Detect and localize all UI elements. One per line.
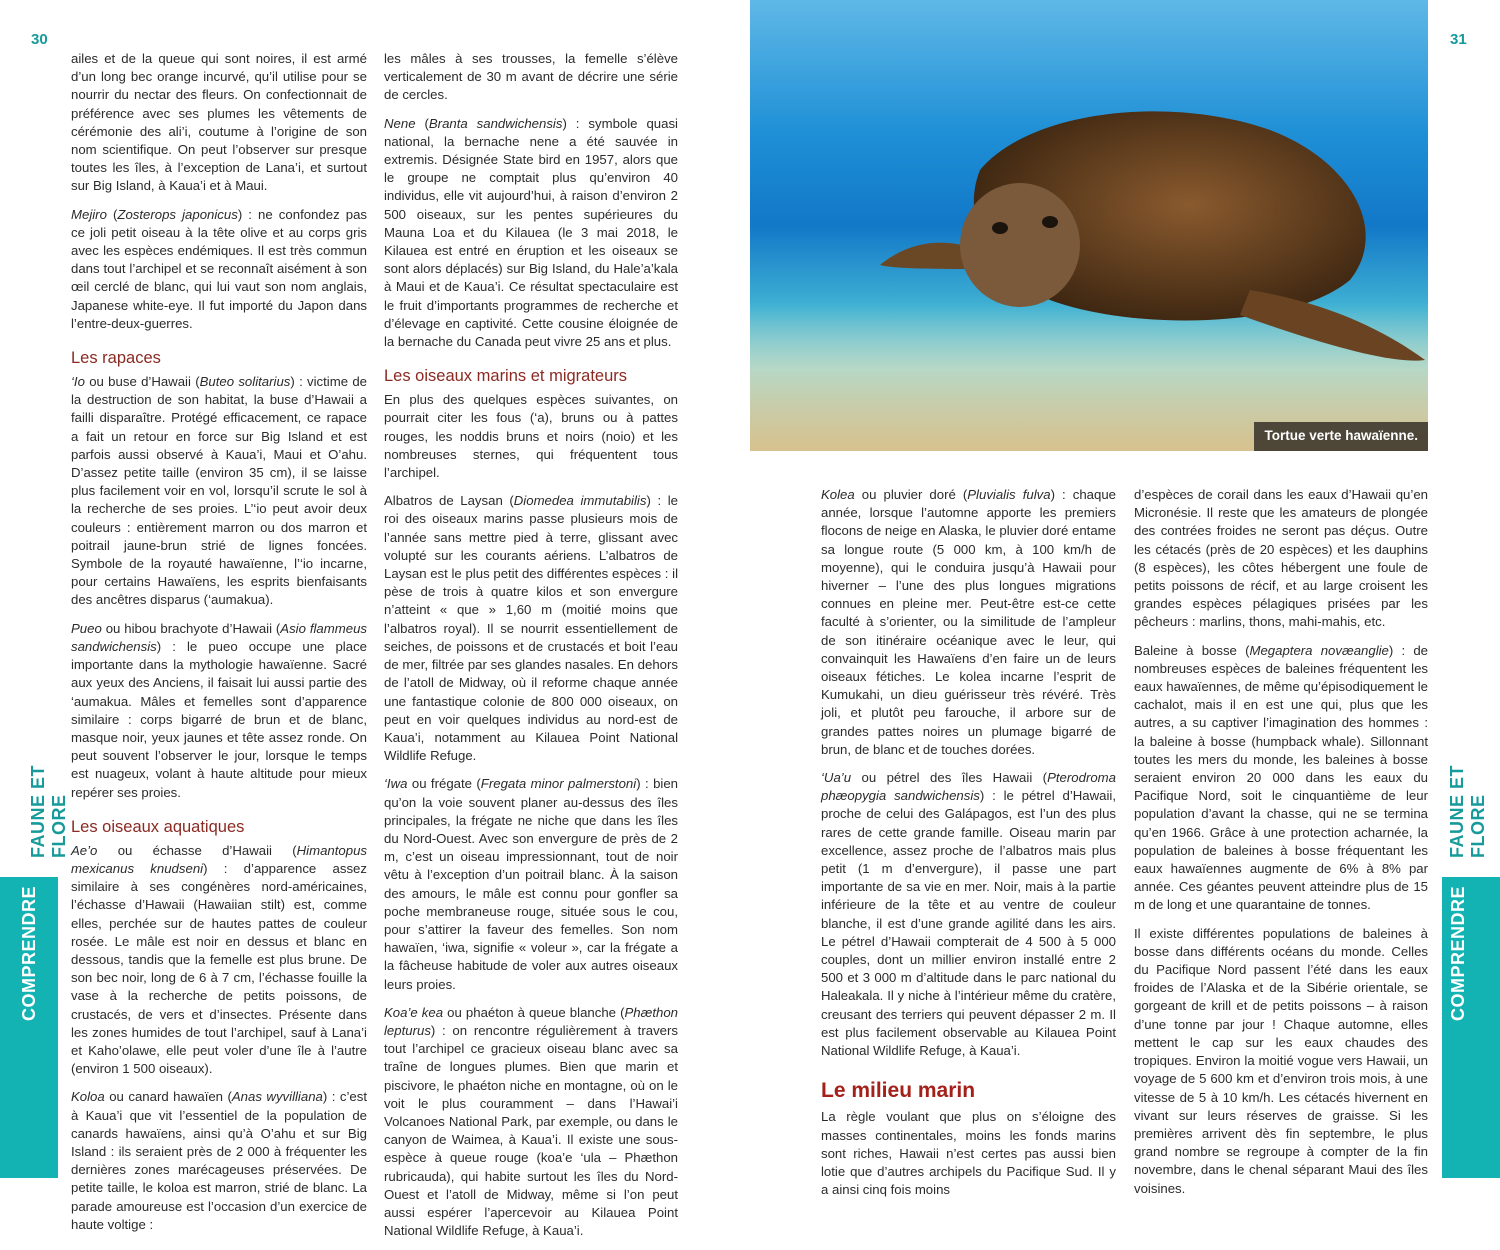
paragraph-text: ) : le roi des oiseaux marins passe plusieurs mois de l’année sans mettre pied à terre, glissant avec volupté sur les courants aériens. L’albatros de Laysan est le plus petit des différentes espèces : il pèse de trois à quatre kilos et son envergure n’atteint « que » 1,60 m (moitié moins que l’albatros royal). Il se nourrit essentiellement de seiches, de poissons et de crustacés et boit l’eau de mer, filtrée par ses glandes nasales. En dehors de l’atoll de Midway, où il reforme chaque année une fantastique colonie de 800 000 oiseaux, on peut en voir quelques individus au nord-est de Kaua’i, notamment au Kilauea Point National Wildlife Refuge. xyxy=(384,493,678,764)
text: ou hibou brachyote d’Hawaii ( xyxy=(101,620,281,636)
page-number-right: 31 xyxy=(1450,31,1467,48)
paragraph-text: ) : le pueo occupe une place importante dans la mythologie hawaïenne. Sacré aux yeux des Anciens, il faisait lui aussi partie des ‘aumakua. Mâles et femelles sont d’apparence similaire : corps bigarré de brun et de blanc, masque noir, yeux jaunes et tête assez ronde. On peut souvent l’observer le jour, lorsque le temps est nuageux, volant à haute altitude pour mieux repérer ses proies. xyxy=(71,638,367,800)
paragraph-text: ) : d’apparence assez similaire à ses congénères nord-américaines, l’échasse d’Hawaii (Hawaiian stilt) est, comme elles, perchée sur de hautes pattes de couleur rosée. Le mâle est noir en dessus et blanc en dessous, tandis que la femelle est plus brune. De son bec noir, long de 6 à 7 cm, l’échasse fouille la vase à la recherche de petits poissons, de crustacés, de vers et d’insectes. Présente dans les zones humides de tout l’archipel, sauf à Lana’i et Kaho’olawe, elle peut voler d’une île à l’autre (environ 1 500 oiseaux). xyxy=(71,860,367,1077)
text: ou canard hawaïen ( xyxy=(104,1089,232,1105)
text: ou pluvier doré ( xyxy=(854,487,968,502)
latin-name: Himantopus mexicanus knudseni xyxy=(71,842,367,876)
species-name: Kolea xyxy=(821,487,855,502)
latin-name: Buteo solitarius xyxy=(199,374,291,390)
page-number-left: 30 xyxy=(31,31,48,48)
latin-name: Fregata minor palmerstoni xyxy=(480,776,637,792)
side-tab-chapter-right xyxy=(1442,877,1500,1178)
paragraph-nene: Nene (Branta sandwichensis) : symbole quasi national, la bernache nene a été sauvée in extremis. Désignée State bird en 1957, alors que le groupe ne comptait plus qu’environ 40 individus, elle vit aujourd’hui, à raison d’environ 2 500 oiseaux, sur les pentes supérieures du Mauna Loa et du Kilauea (le 3 mai 2018, le Kilauea est entré en éruption et les oiseaux se sont alors déplacés) sur Big Island, du Hale’a’kala à Maui et de Kaua’i. Ce résultat spectaculaire est le fruit d’importants programmes de recherche et d’élevage en captivité. Cette cousine éloignée de la bernache du Canada peut vivre 25 ans et plus. xyxy=(384,115,678,350)
species-name: Albatros de Laysan ( xyxy=(384,493,514,509)
latin-name: Asio flammeus sandwichensis xyxy=(71,620,367,654)
latin-name: Diomedea immutabilis xyxy=(513,493,647,509)
paragraph-text: ) : chaque année, lorsque l’automne apporte les premiers flocons de neige en Alaska, le pluvier doré entame sa longue route (5 000 km, à 100 km/h de moyenne), qui le conduira jusqu’à Hawaii pour hiverner – l’une des plus longues migrations connues en pleine mer. Peut-être est-ce cette faculté à s’orienter, ou la similitude de l’ampleur de son itinéraire océanique avec le leur, qui convainquit les Hawaïens d’en faire un de leurs oiseaux fétiches. Le kolea incarne l’esprit de Kumukahi, un dieu guérisseur très révéré. Très joli, et plutôt peu farouche, il arbore sur de grandes pattes noires un plumage bigarré de brun, de blanc et de touches dorées. xyxy=(821,487,1116,757)
species-name: Pueo xyxy=(71,620,102,636)
text: ou buse d’Hawaii ( xyxy=(84,374,200,390)
text: ou pétrel des îles Hawaii ( xyxy=(851,770,1048,786)
species-name: Koa’e kea xyxy=(384,1004,444,1020)
paragraph-pueo xyxy=(71,620,367,802)
latin-name: Zosterops japonicus xyxy=(117,206,238,222)
turtle-photo xyxy=(750,0,1428,451)
latin-name: Phæthon lepturus xyxy=(384,1004,679,1038)
paragraph-koloa xyxy=(71,1088,367,1234)
heading-rapaces: Les rapaces xyxy=(71,349,161,368)
paragraph: les mâles à ses trousses, la femelle s’élève verticalement de 30 m avant de décrire une série de cercles. xyxy=(384,51,678,103)
side-tab-chapter-label-right: COMPRENDRE xyxy=(1448,885,1468,1021)
column-2 xyxy=(384,50,678,1250)
latin-name: Pterodroma phæopygia sandwichensis xyxy=(821,770,1116,804)
heading-milieu-marin: Le milieu marin xyxy=(821,1079,976,1103)
heading-aquatiques: Les oiseaux aquatiques xyxy=(71,817,245,836)
paragraph-uau xyxy=(821,769,1116,1060)
turtle-head xyxy=(960,183,1080,307)
latin-name: Branta sandwichensis xyxy=(428,115,563,131)
column-3 xyxy=(821,486,1116,1209)
paragraph-kolea xyxy=(821,486,1116,759)
latin-name: Anas wyvilliana xyxy=(231,1089,323,1105)
species-name: ‘Ua’u xyxy=(821,770,852,786)
side-tab-section-left: FAUNE ET FLORE xyxy=(28,764,69,858)
paragraph: La règle voulant que plus on s’éloigne des masses continentales, moins les fonds marins sont riches, Hawaii n’est certes pas aussi bien lotie que d’autres archipels du Pacifique Sud. Il y a ainsi cinq fois moins xyxy=(821,1109,1116,1198)
paragraph-text: ) : victime de la destruction de son habitat, la buse d’Hawaii a failli disparaître. Protégé efficacement, ce rapace a fait un retour en force sur Big Island et est parfois aussi observé à Kaua’i, Maui et O’ahu. D’assez petite taille (environ 35 cm), il se laisse plus facilement voir en vol, lorsqu’il scrute le sol à la recherche de ses proies. L’‘io peut avoir deux couleurs : entièrement marron ou dos marron et poitrail jaune-brun strié de lignes foncées. Symbole de la royauté hawaïenne, l’‘io incarne, pour certains Hawaïens, les esprits bienfaisants des ancêtres disparus (‘aumakua). xyxy=(71,374,368,608)
paragraph-text: ) : bien qu’on la voie souvent planer au-dessus des îles principales, la frégate ne niche que dans les îles du Nord-Ouest. Avec son envergure de près de 2 m, c’est un oiseau impressionnant, tout de noir vêtu à l’exception d’un poitrail blanc. À la saison des amours, le mâle est connu pour gonfler sa poche membraneuse rouge, située sous le cou, pour s’attirer la faveur des femelles. Son nom hawaïen, ‘iwa, signifie « voleur », car la frégate a la fâcheuse habitude de voler aux autres oiseaux leurs proies. xyxy=(384,776,679,992)
paragraph: d’espèces de corail dans les eaux d’Hawaii qu’en Micronésie. Il reste que les amateurs de plongée des contrées froides ne seront pas déçus. Outre les cétacés (près de 20 espèces) et les dauphins (8 espèces), les côtes hébergent une foule de petits poissons de récif, et au large croisent les grandes espèces pélagiques prisées par les pêcheurs : marlins, thons, mahi-mahis, etc. xyxy=(1134,487,1428,630)
text: ou échasse d’Hawaii ( xyxy=(97,842,297,858)
species-name: Mejiro xyxy=(71,206,107,222)
latin-name: Pluvialis fulva xyxy=(967,487,1051,502)
paragraph-koae xyxy=(384,1004,678,1241)
heading-marins-migrateurs: Les oiseaux marins et migrateurs xyxy=(384,367,628,386)
photo-caption: Tortue verte hawaïenne. xyxy=(1254,422,1428,451)
text: ou phaéton à queue blanche ( xyxy=(443,1004,625,1020)
species-name: ‘Io xyxy=(71,374,85,390)
paragraph-aeo xyxy=(71,842,367,1079)
paragraph: En plus des quelques espèces suivantes, on pourrait citer les fous (‘a), bruns ou à pattes rouges, les noddis bruns et noirs (noio) et les nombreuses sternes, qui fréquentent tous l’archipel. xyxy=(384,392,678,481)
paragraph: Il existe différentes populations de baleines à bosse dans différents océans du monde. Celles du Pacifique Nord passent l’été dans les eaux froides de l’Alaska et de la Sibérie orientale, se gorgeant de krill et de petits poissons – à raison d’une tonne par jour ! Chaque automne, elles mettent le cap sur les eaux chaudes des tropiques. Environ la moitié vogue vers Hawaii, un voyage de 5 600 km et d’environ trois mois, à une vitesse de 5 à 10 km/h. Les cétacés hivernent en vivant sur leurs réserves de graisse. Si les premières arrivent dès fin septembre, le plus grand nombre se regroupe à compter de la fin novembre, dans le chenal séparant Maui des îles voisines. xyxy=(1134,925,1428,1196)
column-4 xyxy=(1134,486,1428,1208)
side-tab-chapter-label-left: COMPRENDRE xyxy=(19,885,39,1021)
paragraph-text: ) : on rencontre régulièrement à travers tout l’archipel ce gracieux oiseau blanc avec sa traîne de longues plumes. Bien que marin et piscivore, le phaéton niche en montagne, où on le voit le plus couramment – dans l’Hawai’i Volcanoes National Park, par exemple, ou dans le canyon de Waimea, à Kaua’i. Il existe une sous-espèce à queue rouge (koa’e ‘ula – Phæthon rubricauda), qui habite surtout les îles du Nord-Ouest et l’atoll de Midway, même si l’on peut aussi espérer l’apercevoir au Kilauea Point National Wildlife Refuge, à Kaua’i. xyxy=(384,1022,678,1239)
species-name: Baleine à bosse ( xyxy=(1134,642,1250,658)
side-tab-chapter-left xyxy=(0,877,58,1178)
text: ou frégate ( xyxy=(407,776,481,792)
latin-name: Megaptera novæanglie xyxy=(1249,642,1389,658)
paragraph-mejiro: Mejiro (Zosterops japonicus) : ne confondez pas ce joli petit oiseau à la tête olive et au corps gris avec les espèces endémiques. Il est très commun dans tout l’archipel et se reconnaît aisément à son œil cerclé de blanc, qui lui vaut son nom anglais, Japanese white-eye. Il fut importé du Japon dans l’entre-deux-guerres. xyxy=(71,206,367,331)
paragraph-text: ) : c’est à Kaua’i que vit l’essentiel de la population de canards hawaïens, ainsi qu’à O’ahu et sur Big Island : ils seraient près de 2 000 à fréquenter les dernières zones marécageuses préservées. De petite taille, le koloa est marron, strié de blanc. La parade amoureuse est l’occasion d’un exercice de haute voltige : xyxy=(71,1089,368,1232)
turtle-eye-right xyxy=(1042,216,1058,228)
paragraph-text: ) : le pétrel d’Hawaii, proche de celui des Galápagos, est l’un des plus rares de cette grande famille. Oiseau marin par excellence, assez proche de l’albatros mais plus petit (1 m d’envergure), il passe une part importante de sa vie en mer. Noir, mais à la partie inférieure de la tête et au ventre de couleur blanche, il est d’une grande agilité dans les airs. Le pétrel d’Hawaii compterait de 4 500 à 5 000 couples, dont un millier environ installé entre 2 500 et 3 000 m d’altitude dans le parc national du Haleakala. Il y niche à l’intérieur même du cratère, creusant des terriers qui peuvent dépasser 2 m. Il est plus facilement observable au Kilauea Point National Wildlife Refuge, à Kaua’i. xyxy=(821,788,1117,1059)
paragraph-text: : symbole quasi national, la bernache nene a été sauvée in extremis. Désignée State bird en 1957, alors que le groupe ne comptait plus qu’environ 40 individus, elle vit aujourd’hui, à raison d’environ 2 500 oiseaux, sur les pentes supérieures du Mauna Loa et du Kilauea (le 3 mai 2018, le Kilauea est entré en éruption et les oiseaux se sont alors déplacés) sur Big Island, du Hale’a’kala à Maui et de Kaua’i. Ce résultat spectaculaire est le fruit d’importants programmes de recherche et d’élevage en captivité. Cette cousine éloignée de la bernache du Canada peut vivre 25 ans et plus. xyxy=(384,115,678,350)
turtle-eye-left xyxy=(992,222,1008,234)
paragraph-albatros xyxy=(384,492,678,765)
paragraph-io xyxy=(71,373,367,610)
turtle-illustration xyxy=(750,0,1428,451)
paragraph-text: : ne confondez pas ce joli petit oiseau à la tête olive et au corps gris avec les espèces endémiques. Il est très commun dans tout l’archipel et se reconnaît aisément à son œil cerclé de blanc, qui lui vaut son nom anglais, Japanese white-eye. Il fut importé du Japon dans l’entre-deux-guerres. xyxy=(71,206,367,331)
species-name: ‘Iwa xyxy=(384,776,408,792)
species-name: Koloa xyxy=(71,1089,105,1105)
column-1 xyxy=(71,50,367,1244)
species-name: Nene xyxy=(384,115,416,131)
paragraph-baleine xyxy=(1134,642,1428,915)
paragraph: ailes et de la queue qui sont noires, il est armé d’un long bec orange incurvé, qu’il utilise pour se nourrir du nectar des fleurs. On confectionnait de préférence avec ses plumes les vêtements de cérémonie des ali’i, coutume à l’origine de son nom scientifique. On peut l’observer sur presque toutes les îles, à l’exception de Lana’i, et surtout sur Big Island, à Kaua’i et à Maui. xyxy=(71,51,367,194)
paragraph-text: ) : de nombreuses espèces de baleines fréquentent les eaux hawaïennes, de même qu’épisodiquement le cachalot, mais il en est une qui, plus que les autres, a su captiver l’imagination des hommes : la baleine à bosse (humpback whale). Sillonnant toutes les mers du monde, les baleines à bosse seraient environ 20 000 dans les eaux du Pacifique Nord, soit le cinquantième de leur population d’avant la chasse, qui ne se termina qu’en 1966. Grâce à une protection acharnée, la population de baleines à bosse fréquentant les eaux hawaïennes augmente de 6% à 8% par année. Ces géantes peuvent atteindre plus de 15 m de long et une quarantaine de tonnes. xyxy=(1134,642,1428,913)
species-name: Ae’o xyxy=(71,842,98,858)
side-tab-section-right: FAUNE ET FLORE xyxy=(1447,764,1488,858)
paragraph-iwa xyxy=(384,775,678,993)
